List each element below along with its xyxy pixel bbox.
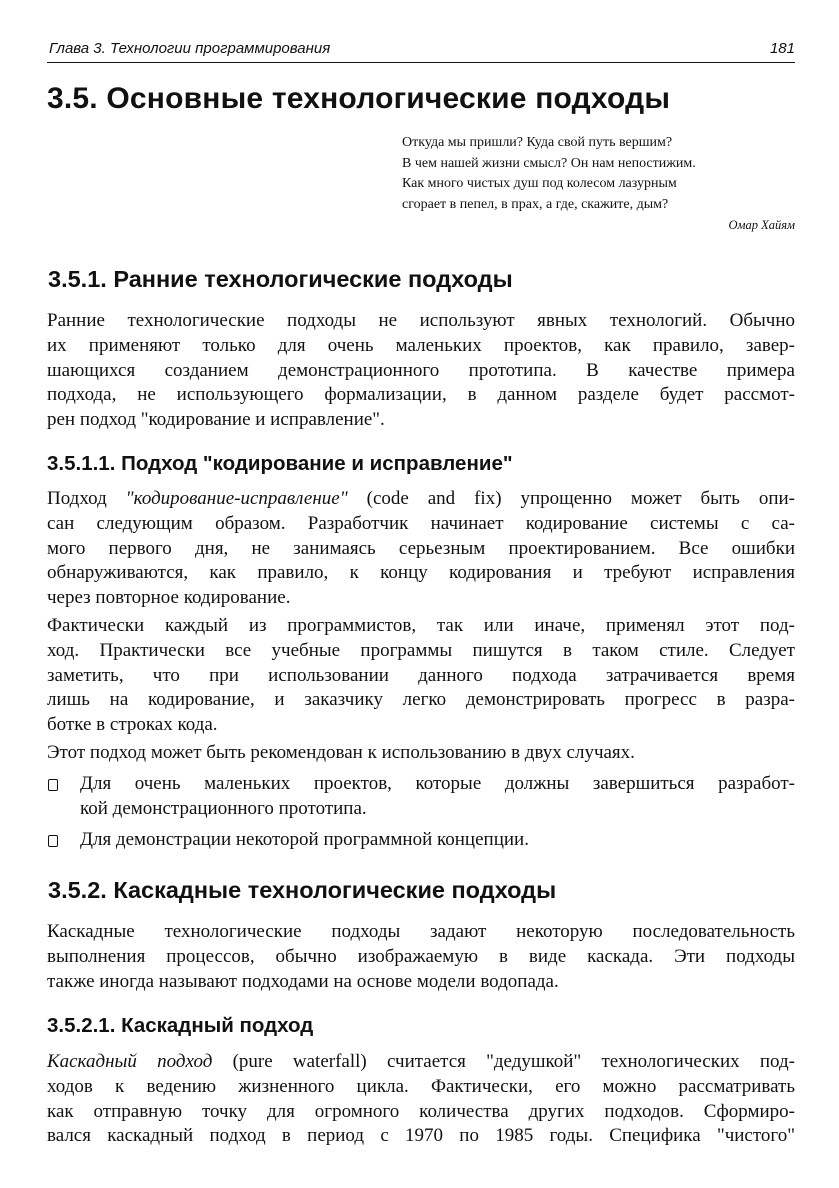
paragraph-recommendation [47, 741, 795, 766]
paragraph-pure-waterfall [47, 1050, 795, 1149]
text-line: подхода, не использующего формализации, в данном разделе будет рассмот- [47, 384, 795, 406]
text-line: шающихся созданием демонстрационного прототипа. В качестве примера [47, 359, 795, 381]
text-run: (pure waterfall) считается "дедушкой" технологических под- [212, 1051, 795, 1072]
italic-term: "кодирование-исправление" [125, 488, 348, 509]
list-item-text [80, 772, 795, 822]
text-line: лишь на кодирование, и заказчику легко демонстрировать прогресс в разра- [47, 689, 795, 711]
heading-3-5-1-1: 3.5.1.1. Подход "кодирование и исправление" [47, 452, 513, 475]
text-line: обнаруживаются, как правило, к концу кодирования и требуют исправления [47, 562, 795, 584]
text-line: Фактически каждый из программистов, так или иначе, применял этот под- [47, 615, 795, 636]
text-run: Подход [47, 488, 126, 509]
text-run: (code and fix) упрощенно может быть опи- [347, 488, 795, 509]
paragraph-code-and-fix [47, 487, 795, 611]
text-line: как отправную точку для огромного количества других подходов. Сформиро- [47, 1100, 795, 1122]
text-line: заметить, что при использовании данного подхода затрачивается время [47, 664, 795, 686]
epigraph-line: сгорает в пепел, в прах, а где, скажите, дым? [402, 196, 669, 212]
list-item-text [80, 828, 795, 853]
text-line: вался каскадный подход в период с 1970 по 1985 годы. Специфика "чистого" [47, 1125, 795, 1147]
list-item [47, 772, 795, 822]
text-line: Для демонстрации некоторой программной концепции. [80, 829, 529, 850]
epigraph [402, 133, 795, 236]
section-title: 3.5. Основные технологические подходы [47, 82, 671, 115]
heading-3-5-2-1: 3.5.2.1. Каскадный подход [47, 1014, 314, 1037]
text-line: выполнения процессов, обычно изображаемую в виде каскада. Эти подходы [47, 945, 795, 967]
text-line: через повторное кодирование. [47, 587, 291, 609]
text-line [47, 1050, 795, 1075]
text-line: кой демонстрационного прототипа. [80, 797, 367, 819]
text-line: Для очень маленьких проектов, которые должны завершиться разработ- [80, 773, 795, 794]
italic-term: Каскадный подход [47, 1051, 213, 1072]
paragraph-early-approaches [47, 309, 795, 433]
text-line: сан следующим образом. Разработчик начинает кодирование системы с са- [47, 512, 795, 534]
heading-3-5-2: 3.5.2. Каскадные технологические подходы [48, 877, 557, 903]
text-line: также иногда называют подходами на основе модели водопада. [47, 970, 559, 992]
epigraph-author: Омар Хайям [728, 218, 795, 232]
running-header [47, 34, 795, 63]
text-line: ход. Практически все учебные программы пишутся в таком стиле. Следует [47, 639, 795, 661]
epigraph-line: Откуда мы пришли? Куда свой путь вершим? [402, 135, 673, 150]
list-item [47, 828, 795, 854]
text-line: ходов к ведению жизненного цикла. Фактически, его можно рассматривать [47, 1075, 795, 1097]
text-line: мого первого дня, не занимаясь серьезным проектированием. Все ошибки [47, 537, 795, 559]
text-line [47, 487, 795, 512]
heading-3-5-1: 3.5.1. Ранние технологические подходы [48, 266, 513, 292]
epigraph-line: В чем нашей жизни смысл? Он нам непостижим. [402, 155, 696, 171]
text-line: ботке в строках кода. [47, 714, 218, 736]
text-line: их применяют только для очень маленьких проектов, как правило, завер- [47, 334, 795, 356]
page-number: 181 [769, 40, 795, 57]
epigraph-line: Как много чистых душ под колесом лазурным [402, 176, 677, 191]
checkbox-bullet-icon [48, 779, 58, 791]
text-line: Этот подход может быть рекомендован к использованию в двух случаях. [47, 742, 635, 763]
paragraph-cascade-approaches [47, 920, 795, 994]
paragraph-practice [47, 614, 795, 738]
text-line: Каскадные технологические подходы задают некоторую последовательность [47, 921, 795, 942]
checkbox-bullet-icon [48, 835, 58, 847]
text-line: рен подход "кодирование и исправление". [47, 409, 385, 431]
text-line: Ранние технологические подходы не используют явных технологий. Обычно [47, 310, 795, 331]
chapter-title: Глава 3. Технологии программирования [49, 40, 331, 57]
